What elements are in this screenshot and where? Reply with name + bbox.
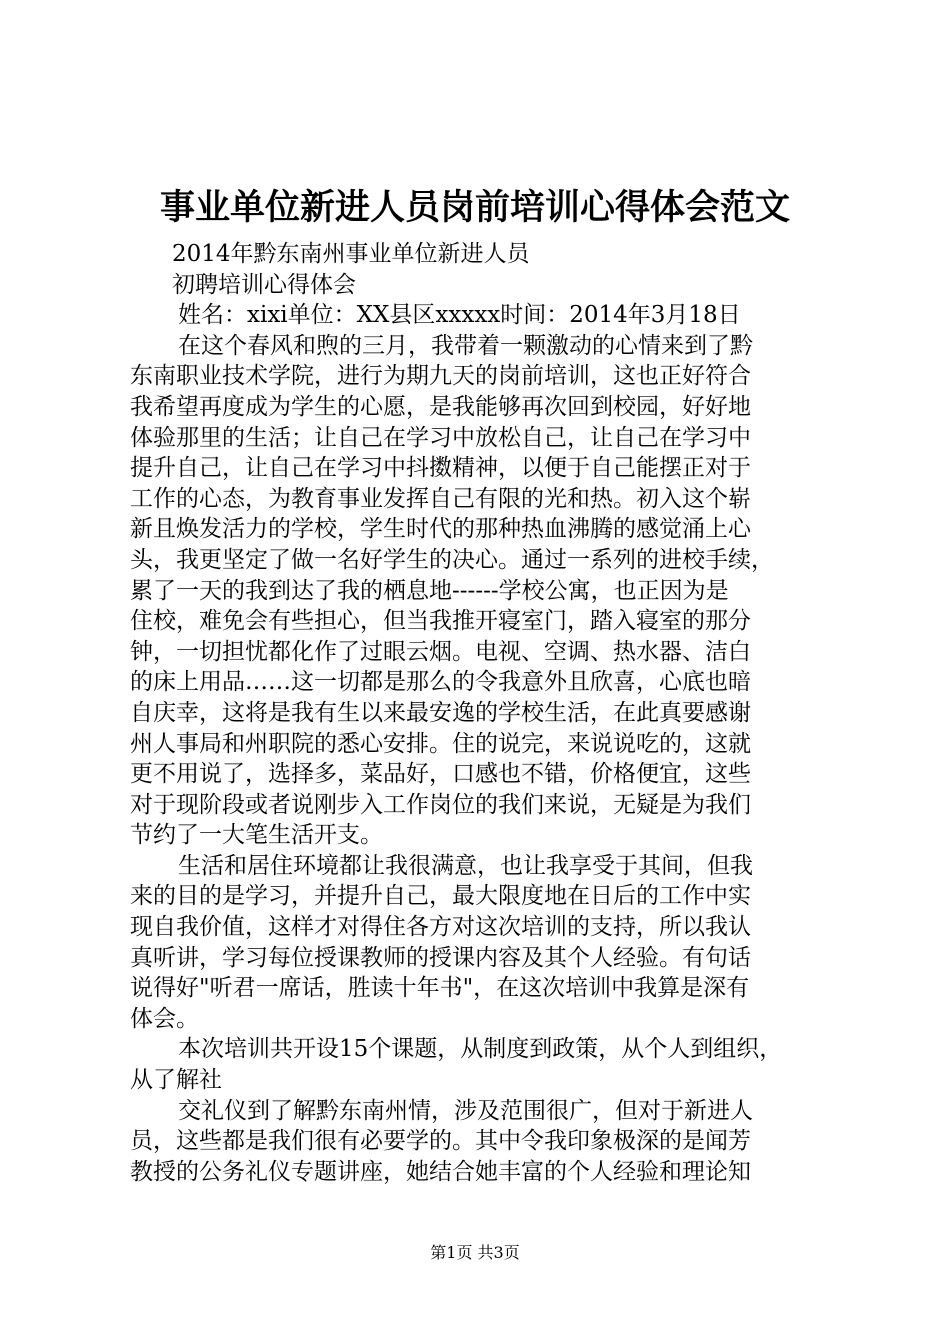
text-line: 节约了一大笔生活开支。: [130, 822, 383, 849]
text-line: 钟，一切担忧都化作了过眼云烟。电视、空调、热水器、洁白: [130, 638, 751, 665]
text-line: 头，我更坚定了做一名好学生的决心。通过一系列的进校手续，: [130, 546, 774, 573]
text-line: 从了解社: [130, 1067, 222, 1094]
text-line: 的床上用品……这一切都是那么的令我意外且欣喜，心底也暗: [130, 669, 751, 696]
text-line: 生活和居住环境都让我很满意，也让我享受于其间，但我: [178, 852, 753, 879]
text-line: 提升自己，让自己在学习中抖擞精神，以便于自己能摆正对于: [130, 455, 751, 482]
text-line: 初聘培训心得体会: [172, 271, 356, 298]
text-line: 工作的心态，为教育事业发挥自己有限的光和热。初入这个崭: [130, 485, 751, 512]
text-line: 住校，难免会有些担心，但当我推开寝室门，踏入寝室的那分: [130, 608, 751, 635]
text-line: 自庆幸，这将是我有生以来最安逸的学校生活，在此真要感谢: [130, 699, 751, 726]
text-line: 体验那里的生活；让自己在学习中放松自己，让自己在学习中: [130, 424, 751, 451]
text-line: 体会。: [130, 1005, 199, 1032]
text-line: 说得好"听君一席话，胜读十年书"，在这次培训中我算是深有: [130, 975, 750, 1002]
text-line: 现自我价值，这样才对得住各方对这次培训的支持，所以我认: [130, 914, 751, 941]
text-line: 对于现阶段或者说刚步入工作岗位的我们来说，无疑是为我们: [130, 791, 751, 818]
document-body: [130, 239, 830, 1187]
text-line: 姓名：xixi单位：XX县区xxxxx时间：2014年3月18日: [178, 302, 741, 329]
text-line: 2014年黔东南州事业单位新进人员: [172, 241, 530, 267]
text-line: 来的目的是学习，并提升自己，最大限度地在日后的工作中实: [130, 883, 751, 910]
text-line: 真听讲，学习每位授课教师的授课内容及其个人经验。有句话: [130, 944, 751, 971]
text-line: 交礼仪到了解黔东南州情，涉及范围很广，但对于新进人: [178, 1097, 753, 1124]
text-line: 本次培训共开设15个课题，从制度到政策，从个人到组织，: [178, 1036, 783, 1063]
text-line: 东南职业技术学院，进行为期九天的岗前培训，这也正好符合: [130, 363, 751, 390]
text-line: 新且焕发活力的学校，学生时代的那种热血沸腾的感觉涌上心: [130, 516, 751, 543]
text-line: 在这个春风和煦的三月，我带着一颗激动的心情来到了黔: [178, 332, 753, 359]
text-line: 州人事局和州职院的悉心安排。住的说完，来说说吃的，这就: [130, 730, 751, 757]
page-title: 事业单位新进人员岗前培训心得体会范文: [159, 187, 790, 228]
page-footer: 第1页 共3页: [430, 1243, 520, 1262]
text-line: 更不用说了，选择多，菜品好，口感也不错，价格便宜，这些: [130, 761, 751, 788]
text-line: 我希望再度成为学生的心愿，是我能够再次回到校园，好好地: [130, 393, 751, 420]
text-line: 员，这些都是我们很有必要学的。其中令我印象极深的是闻芳: [130, 1128, 751, 1155]
text-line: 累了一天的我到达了我的栖息地------学校公寓，也正因为是: [130, 577, 729, 604]
text-line: 教授的公务礼仪专题讲座，她结合她丰富的个人经验和理论知: [130, 1158, 751, 1185]
